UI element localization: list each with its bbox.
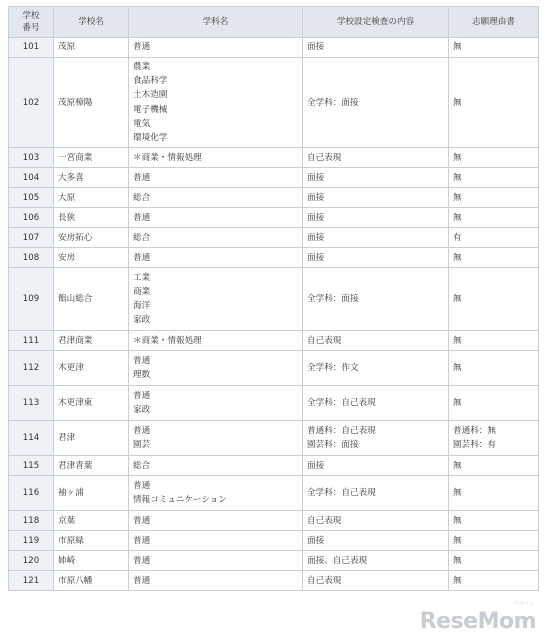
department-cell <box>129 148 303 168</box>
department-cell <box>129 476 303 511</box>
department-cell <box>129 248 303 268</box>
school-number-cell: 116 <box>9 476 54 511</box>
reason-letter-cell <box>449 38 539 58</box>
exam-content-cell-line: 面接 <box>307 172 325 183</box>
reason-letter-cell-line: 無 <box>453 363 462 374</box>
exam-content-cell-line: 全学科：自己表現 <box>307 398 376 409</box>
exam-content-cell <box>303 168 449 188</box>
reason-letter-cell <box>449 511 539 531</box>
department-cell-line: 園芸 <box>133 440 151 451</box>
department-cell-line: 普通 <box>133 481 151 492</box>
department-cell-line: 工業 <box>133 272 151 283</box>
school-number-cell: 109 <box>9 268 54 331</box>
school-number-cell: 101 <box>9 38 54 58</box>
department-cell <box>129 351 303 386</box>
header-school-name: 学校名 <box>54 7 129 38</box>
reason-letter-cell-line: 無 <box>453 398 462 409</box>
department-cell <box>129 268 303 331</box>
department-cell <box>129 551 303 571</box>
reason-letter-cell-line: 無 <box>453 252 462 263</box>
admission-table <box>8 6 539 591</box>
reason-letter-cell <box>449 386 539 421</box>
school-name-cell: 袖ヶ浦 <box>54 476 129 511</box>
department-cell-line: 普通 <box>133 575 151 586</box>
table-row <box>9 168 539 188</box>
school-number-cell: 119 <box>9 531 54 551</box>
school-number-cell: 103 <box>9 148 54 168</box>
reason-letter-cell <box>449 476 539 511</box>
exam-content-cell-line: 全学科：面接 <box>307 294 359 305</box>
school-name-cell: 大多喜 <box>54 168 129 188</box>
department-cell <box>129 571 303 591</box>
exam-content-cell <box>303 421 449 456</box>
department-cell-line: 家政 <box>133 405 151 416</box>
school-number-cell: 102 <box>9 58 54 148</box>
exam-content-cell-line: 面接 <box>307 535 325 546</box>
school-name-cell: 長狭 <box>54 208 129 228</box>
reason-letter-cell-line: 無 <box>453 555 462 566</box>
school-name-cell: 市原緑 <box>54 531 129 551</box>
exam-content-cell-line: 面接 <box>307 42 325 53</box>
reason-letter-cell-line: 無 <box>453 535 462 546</box>
department-cell <box>129 168 303 188</box>
school-name-cell: 館山総合 <box>54 268 129 331</box>
exam-content-cell <box>303 351 449 386</box>
department-cell <box>129 421 303 456</box>
reason-letter-cell-line: 普通科：無 <box>453 426 496 437</box>
reason-letter-cell-line: 無 <box>453 152 462 163</box>
exam-content-cell <box>303 38 449 58</box>
department-cell-line: 総合 <box>133 232 151 243</box>
reason-letter-cell-line: 有 <box>453 232 462 243</box>
exam-content-cell <box>303 188 449 208</box>
table-row <box>9 511 539 531</box>
school-name-cell: 君津 <box>54 421 129 456</box>
reason-letter-cell-line: 無 <box>453 97 462 108</box>
exam-content-cell-line: 面接 <box>307 192 325 203</box>
reason-letter-cell <box>449 168 539 188</box>
reason-letter-cell-line: 無 <box>453 192 462 203</box>
exam-content-cell <box>303 228 449 248</box>
exam-content-cell-line: 全学科：作文 <box>307 363 359 374</box>
exam-content-cell <box>303 148 449 168</box>
exam-content-cell <box>303 476 449 511</box>
school-name-cell: 君津商業 <box>54 331 129 351</box>
header-school-number: 学校 番号 <box>9 7 54 38</box>
school-name-cell: 大原 <box>54 188 129 208</box>
school-number-cell: 120 <box>9 551 54 571</box>
exam-content-cell-line: 自己表現 <box>307 335 342 346</box>
table-row <box>9 351 539 386</box>
exam-content-cell <box>303 386 449 421</box>
department-cell-line: 普通 <box>133 515 151 526</box>
reason-letter-cell <box>449 351 539 386</box>
table-row <box>9 476 539 511</box>
reason-letter-cell-line: 無 <box>453 460 462 471</box>
table-row <box>9 571 539 591</box>
school-name-cell: 茂原 <box>54 38 129 58</box>
reason-letter-cell <box>449 208 539 228</box>
reason-letter-cell-line: 無 <box>453 488 462 499</box>
header-reason-letter: 志願理由書 <box>449 7 539 38</box>
exam-content-cell <box>303 571 449 591</box>
department-cell-line: 環境化学 <box>133 133 168 144</box>
table-row <box>9 148 539 168</box>
department-cell <box>129 58 303 148</box>
department-cell-line: 情報コミュニケーション <box>133 495 228 506</box>
table-row <box>9 268 539 331</box>
table-row <box>9 551 539 571</box>
exam-content-cell-line: 自己表現 <box>307 575 342 586</box>
department-cell-line: ＊商業・情報処理 <box>133 335 202 346</box>
department-cell-line: 電気 <box>133 118 151 129</box>
department-cell-line: ＊商業・情報処理 <box>133 152 202 163</box>
department-cell <box>129 208 303 228</box>
reason-letter-cell-line: 無 <box>453 335 462 346</box>
exam-content-cell-line: 面接 <box>307 212 325 223</box>
reason-letter-cell <box>449 421 539 456</box>
exam-content-cell-line: 面接 <box>307 460 325 471</box>
school-number-cell: 104 <box>9 168 54 188</box>
school-name-cell: 市原八幡 <box>54 571 129 591</box>
table-row <box>9 456 539 476</box>
school-number-cell: 107 <box>9 228 54 248</box>
department-cell-line: 普通 <box>133 535 151 546</box>
table-row <box>9 248 539 268</box>
exam-content-cell-line: 自己表現 <box>307 152 342 163</box>
exam-content-cell <box>303 268 449 331</box>
department-cell-line: 総合 <box>133 460 151 471</box>
table-row <box>9 331 539 351</box>
reason-letter-cell <box>449 248 539 268</box>
department-cell-line: 土木造園 <box>133 90 168 101</box>
exam-content-cell <box>303 208 449 228</box>
reason-letter-cell-line: 無 <box>453 42 462 53</box>
table-row <box>9 38 539 58</box>
school-number-cell: 115 <box>9 456 54 476</box>
department-cell <box>129 188 303 208</box>
school-number-cell: 112 <box>9 351 54 386</box>
exam-content-cell <box>303 456 449 476</box>
reason-letter-cell <box>449 531 539 551</box>
reason-letter-cell-line: 園芸科：有 <box>453 440 496 451</box>
reason-letter-cell-line: 無 <box>453 172 462 183</box>
school-number-cell: 105 <box>9 188 54 208</box>
department-cell-line: 普通 <box>133 391 151 402</box>
reason-letter-cell <box>449 456 539 476</box>
school-name-cell: 一宮商業 <box>54 148 129 168</box>
header-exam-content: 学校設定検査の内容 <box>303 7 449 38</box>
reason-letter-cell <box>449 148 539 168</box>
table-row <box>9 531 539 551</box>
department-cell-line: 農業 <box>133 62 151 72</box>
department-cell-line: 総合 <box>133 192 151 203</box>
department-cell-line: 食品科学 <box>133 76 168 87</box>
school-number-cell: 121 <box>9 571 54 591</box>
department-cell <box>129 531 303 551</box>
exam-content-cell <box>303 58 449 148</box>
reason-letter-cell-line: 無 <box>453 212 462 223</box>
exam-content-cell-line: 面接、自己表現 <box>307 555 368 566</box>
table-row <box>9 421 539 456</box>
reason-letter-cell <box>449 228 539 248</box>
header-row <box>9 7 539 38</box>
department-cell-line: 普通 <box>133 42 151 53</box>
school-name-cell: 京葉 <box>54 511 129 531</box>
exam-content-cell <box>303 531 449 551</box>
exam-content-cell <box>303 248 449 268</box>
exam-content-cell-line: 全学科：面接 <box>307 97 359 108</box>
exam-content-cell-line: 全学科：自己表現 <box>307 488 376 499</box>
school-name-cell: 君津青葉 <box>54 456 129 476</box>
table-row <box>9 228 539 248</box>
reason-letter-cell <box>449 58 539 148</box>
school-name-cell: 茂原樟陽 <box>54 58 129 148</box>
department-cell <box>129 511 303 531</box>
department-cell <box>129 331 303 351</box>
department-cell-line: 電子機械 <box>133 104 168 115</box>
school-number-cell: 111 <box>9 331 54 351</box>
reason-letter-cell-line: 無 <box>453 294 462 305</box>
exam-content-cell <box>303 551 449 571</box>
exam-content-cell <box>303 331 449 351</box>
exam-content-cell-line: 園芸科：面接 <box>307 440 359 451</box>
school-number-cell: 108 <box>9 248 54 268</box>
school-name-cell: 木更津東 <box>54 386 129 421</box>
department-cell-line: 普通 <box>133 172 151 183</box>
department-cell-line: 普通 <box>133 356 151 367</box>
department-cell-line: 家政 <box>133 315 151 326</box>
reason-letter-cell <box>449 571 539 591</box>
department-cell-line: 海洋 <box>133 301 151 312</box>
reason-letter-cell <box>449 188 539 208</box>
exam-content-cell-line: 普通科：自己表現 <box>307 426 376 437</box>
exam-content-cell-line: 面接 <box>307 252 325 263</box>
school-number-cell: 113 <box>9 386 54 421</box>
school-name-cell: 木更津 <box>54 351 129 386</box>
department-cell-line: 理数 <box>133 370 151 381</box>
exam-content-cell <box>303 511 449 531</box>
exam-content-cell-line: 面接 <box>307 232 325 243</box>
school-name-cell: 安房 <box>54 248 129 268</box>
resemom-logo: ReseMom <box>419 609 536 634</box>
school-name-cell: 安房拓心 <box>54 228 129 248</box>
school-number-cell: 118 <box>9 511 54 531</box>
department-cell <box>129 386 303 421</box>
reason-letter-cell <box>449 551 539 571</box>
watermark-kana: リセマム <box>514 601 534 607</box>
school-name-cell: 姉崎 <box>54 551 129 571</box>
reason-letter-cell-line: 無 <box>453 575 462 586</box>
department-cell <box>129 456 303 476</box>
table-row <box>9 58 539 148</box>
department-cell-line: 普通 <box>133 252 151 263</box>
table-row <box>9 188 539 208</box>
department-cell-line: 普通 <box>133 555 151 566</box>
department-cell <box>129 228 303 248</box>
exam-content-cell-line: 自己表現 <box>307 515 342 526</box>
department-cell-line: 普通 <box>133 212 151 223</box>
header-department: 学科名 <box>129 7 303 38</box>
school-number-cell: 114 <box>9 421 54 456</box>
school-number-cell: 106 <box>9 208 54 228</box>
department-cell-line: 普通 <box>133 426 151 437</box>
reason-letter-cell <box>449 268 539 331</box>
reason-letter-cell-line: 無 <box>453 515 462 526</box>
table-row <box>9 386 539 421</box>
department-cell <box>129 38 303 58</box>
table-row <box>9 208 539 228</box>
reason-letter-cell <box>449 331 539 351</box>
department-cell-line: 商業 <box>133 287 151 298</box>
